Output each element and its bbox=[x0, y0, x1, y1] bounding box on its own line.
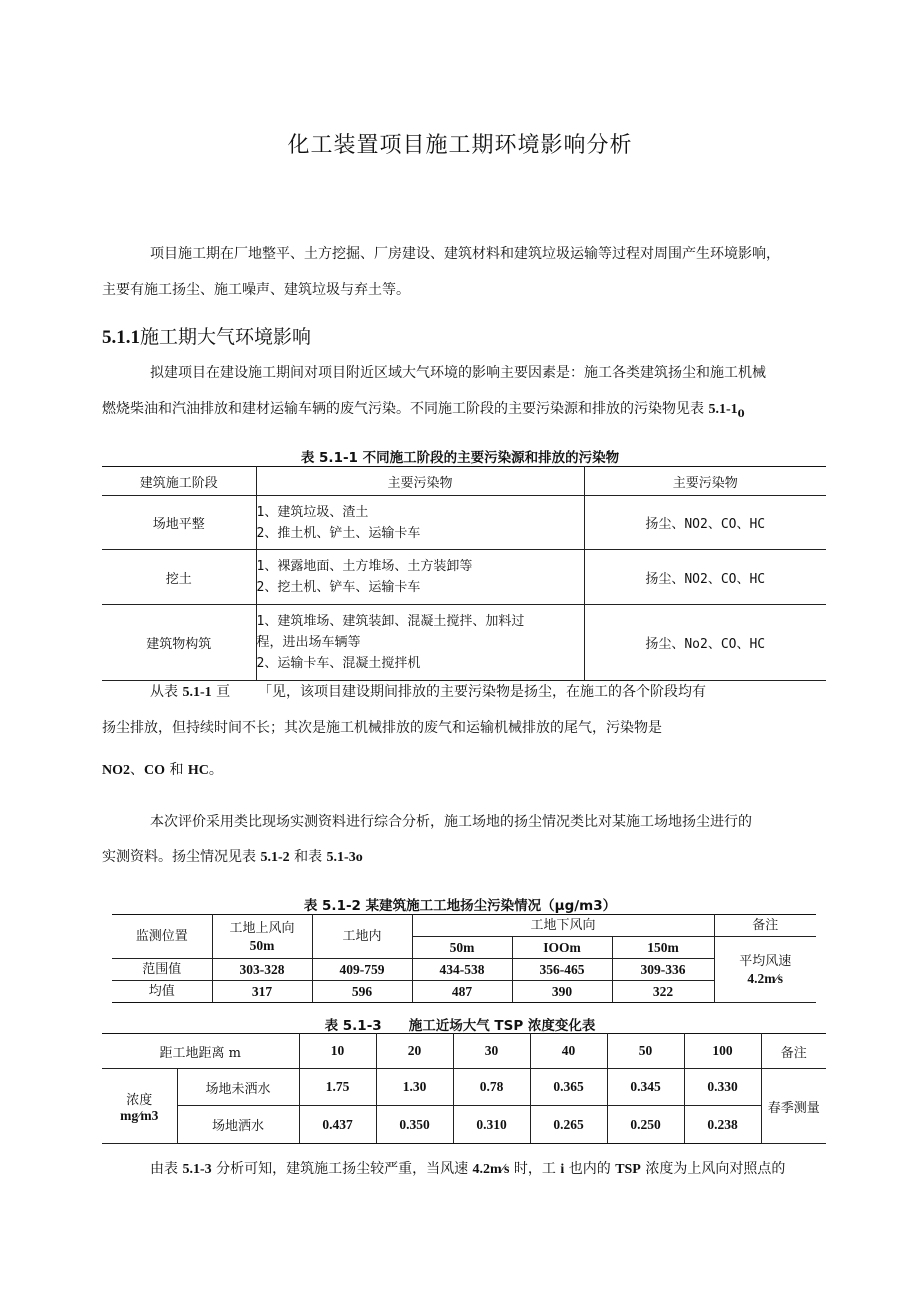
para3-line-2 bbox=[102, 850, 363, 865]
para4-mid3: 也内的 bbox=[564, 1161, 616, 1177]
para4-table-ref: 5.1-3 bbox=[182, 1162, 212, 1177]
source-line: 2、挖土机、铲车、运输卡车 bbox=[256, 580, 421, 595]
table-header-row bbox=[112, 915, 816, 937]
header-distance: 距工地距离 m bbox=[102, 1034, 299, 1069]
row-label: 范围值 bbox=[112, 959, 212, 981]
table-header-row bbox=[102, 1034, 826, 1069]
para4-line bbox=[150, 1162, 785, 1177]
downwind-distance: 50m bbox=[412, 937, 512, 959]
value-cell: 0.365 bbox=[530, 1069, 607, 1106]
value-cell: 596 bbox=[312, 981, 412, 1003]
conjunction: 和 bbox=[165, 762, 188, 778]
header-downwind: 工地下风向 bbox=[412, 915, 714, 937]
page-title: 化工装置项目施工期环境影响分析 bbox=[287, 133, 633, 158]
row-label: 场地洒水 bbox=[177, 1106, 299, 1144]
pollutants-cell: 扬尘、No2、CO、HC bbox=[584, 605, 826, 681]
value-cell: 356-465 bbox=[512, 959, 612, 981]
table1-caption: 表 5.1-1 不同施工阶段的主要污染源和排放的污染物 bbox=[300, 450, 620, 466]
para4-speed: 4.2m∕s bbox=[472, 1162, 510, 1177]
header-stage: 建筑施工阶段 bbox=[102, 467, 256, 496]
header-remark: 备注 bbox=[714, 915, 816, 937]
pollutant-hc: HC bbox=[187, 763, 209, 778]
sources-cell bbox=[256, 550, 584, 605]
para3-pre: 实测资料。扬尘情况见表 bbox=[102, 849, 261, 865]
value-cell: 0.265 bbox=[530, 1106, 607, 1144]
section-number: 5.1.1 bbox=[102, 327, 140, 348]
value-cell: 487 bbox=[412, 981, 512, 1003]
para2-line-2: 扬尘排放，但持续时间不长；其次是施工机械排放的废气和运输机械排放的尾气，污染物是 bbox=[102, 720, 662, 736]
remark-speed: 4.2m∕s bbox=[747, 970, 784, 986]
para1-line-1: 拟建项目在建设施工期间对项目附近区域大气环境的影响主要因素是：施工各类建筑扬尘和施工机械 bbox=[150, 365, 766, 381]
pollutant-no2: NO2 bbox=[102, 763, 130, 778]
separator: 、 bbox=[130, 762, 144, 778]
para2-post: 亘 bbox=[211, 684, 231, 700]
para4-i: i bbox=[560, 1162, 565, 1177]
upwind-distance: 50m bbox=[249, 937, 275, 953]
table-row bbox=[112, 959, 816, 981]
header-position: 监测位置 bbox=[112, 915, 212, 959]
value-cell: 317 bbox=[212, 981, 312, 1003]
para4-mid1: 分析可知，建筑施工扬尘较严重，当风速 bbox=[211, 1161, 473, 1177]
table-row bbox=[102, 1069, 826, 1106]
para3-mid: 和表 bbox=[289, 849, 327, 865]
para3-ref-1: 5.1-2 bbox=[260, 850, 290, 865]
para2-fragment-1 bbox=[150, 685, 230, 700]
para1-text: 燃烧柴油和汽油排放和建材运输车辆的废气污染。不同施工阶段的主要污染源和排放的污染物见表 bbox=[102, 401, 709, 417]
source-line: 2、运输卡车、混凝土搅拌机 bbox=[256, 656, 421, 671]
table-tsp-concentration bbox=[102, 1033, 826, 1144]
pollutant-co: CO bbox=[144, 763, 165, 778]
value-cell: 0.238 bbox=[684, 1106, 761, 1144]
header-pollutants: 主要污染物 bbox=[584, 467, 826, 496]
stage-cell: 场地平整 bbox=[102, 496, 256, 550]
remark-cell bbox=[714, 937, 816, 1003]
para1-line-2 bbox=[102, 402, 745, 422]
table-row bbox=[102, 550, 826, 605]
value-cell: 434-538 bbox=[412, 959, 512, 981]
table-row bbox=[102, 496, 826, 550]
para3-ref-2: 5.1-3o bbox=[326, 850, 363, 865]
distance-cell: 20 bbox=[376, 1034, 453, 1069]
value-cell: 1.75 bbox=[299, 1069, 376, 1106]
value-cell: 0.250 bbox=[607, 1106, 684, 1144]
sources-cell bbox=[256, 605, 584, 681]
stage-cell: 建筑物构筑 bbox=[102, 605, 256, 681]
para3-line-1: 本次评价采用类比现场实测资料进行综合分析，施工场地的扬尘情况类比对某施工场地扬尘进行的 bbox=[150, 814, 752, 830]
distance-cell: 30 bbox=[453, 1034, 530, 1069]
section-heading bbox=[102, 322, 311, 349]
table3-caption: 表 5.1-3 施工近场大气 TSP 浓度变化表 bbox=[324, 1018, 596, 1034]
para1-table-ref: 5.1-1 bbox=[708, 402, 738, 417]
value-cell: 1.30 bbox=[376, 1069, 453, 1106]
value-cell: 0.437 bbox=[299, 1106, 376, 1144]
para4-mid2: 时，工 bbox=[509, 1161, 561, 1177]
downwind-distance: 150m bbox=[612, 937, 714, 959]
section-title: 施工期大气环境影响 bbox=[140, 326, 312, 348]
row-label: 均值 bbox=[112, 981, 212, 1003]
remark-line: 平均风速 bbox=[739, 953, 792, 969]
source-line: 1、建筑垃圾、渣土 bbox=[256, 504, 369, 520]
header-upwind bbox=[212, 915, 312, 959]
sources-cell bbox=[256, 496, 584, 550]
value-cell: 390 bbox=[512, 981, 612, 1003]
para2-fragment-2: 「见，该项目建设期间排放的主要污染物是扬尘，在施工的各个阶段均有 bbox=[258, 684, 706, 700]
source-line: 2、推土机、铲土、运输卡车 bbox=[256, 525, 421, 541]
value-cell: 0.330 bbox=[684, 1069, 761, 1106]
para2-pre: 从表 bbox=[150, 684, 183, 700]
concentration-unit: mg∕m3 bbox=[120, 1107, 159, 1123]
intro-line-2: 主要有施工扬尘、施工噪声、建筑垃圾与弃土等。 bbox=[102, 282, 410, 298]
downwind-distance: IOOm bbox=[512, 937, 612, 959]
pollutants-cell: 扬尘、NO2、CO、HC bbox=[584, 496, 826, 550]
intro-line-1: 项目施工期在厂地整平、土方挖掘、厂房建设、建筑材料和建筑垃圾运输等过程对周围产生环境影响， bbox=[150, 246, 780, 262]
para4-tsp: TSP bbox=[615, 1162, 641, 1177]
distance-cell: 10 bbox=[299, 1034, 376, 1069]
row-label: 场地未洒水 bbox=[177, 1069, 299, 1106]
pollutants-cell: 扬尘、NO2、CO、HC bbox=[584, 550, 826, 605]
value-cell: 0.345 bbox=[607, 1069, 684, 1106]
table-header-row bbox=[102, 467, 826, 496]
remark-cell: 春季测量 bbox=[761, 1069, 826, 1144]
value-cell: 303-328 bbox=[212, 959, 312, 981]
header-sources: 主要污染物 bbox=[256, 467, 584, 496]
value-cell: 322 bbox=[612, 981, 714, 1003]
table-row bbox=[112, 981, 816, 1003]
value-cell: 0.350 bbox=[376, 1106, 453, 1144]
table-pollution-sources bbox=[102, 466, 826, 681]
value-cell: 0.78 bbox=[453, 1069, 530, 1106]
concentration-text: 浓度 bbox=[126, 1092, 153, 1108]
para2-table-ref: 5.1-1 bbox=[182, 685, 212, 700]
upwind-label: 工地上风向 bbox=[229, 920, 295, 936]
distance-cell: 40 bbox=[530, 1034, 607, 1069]
table2-caption: 表 5.1-2 某建筑施工工地扬尘污染情况（μg∕m3） bbox=[303, 898, 617, 914]
para4-post: 浓度为上风向对照点的 bbox=[640, 1161, 786, 1177]
source-line: 程，进出场车辆等 bbox=[256, 635, 361, 650]
distance-cell: 100 bbox=[684, 1034, 761, 1069]
table-row bbox=[102, 605, 826, 681]
para2-line-3 bbox=[102, 763, 223, 778]
concentration-label bbox=[102, 1069, 177, 1144]
stage-cell: 挖土 bbox=[102, 550, 256, 605]
para1-ref-suffix: 0 bbox=[737, 408, 745, 420]
source-line: 1、裸露地面、土方堆场、土方装卸等 bbox=[256, 559, 473, 574]
value-cell: 409-759 bbox=[312, 959, 412, 981]
distance-cell: 50 bbox=[607, 1034, 684, 1069]
table-dust-pollution bbox=[112, 914, 816, 1003]
period: 。 bbox=[208, 762, 223, 778]
value-cell: 0.310 bbox=[453, 1106, 530, 1144]
header-inside: 工地内 bbox=[312, 915, 412, 959]
para4-pre: 由表 bbox=[150, 1161, 183, 1177]
table-row bbox=[102, 1106, 826, 1144]
value-cell: 309-336 bbox=[612, 959, 714, 981]
header-remark: 备注 bbox=[761, 1034, 826, 1069]
source-line: 1、建筑堆场、建筑装卸、混凝土搅拌、加料过 bbox=[256, 614, 525, 629]
